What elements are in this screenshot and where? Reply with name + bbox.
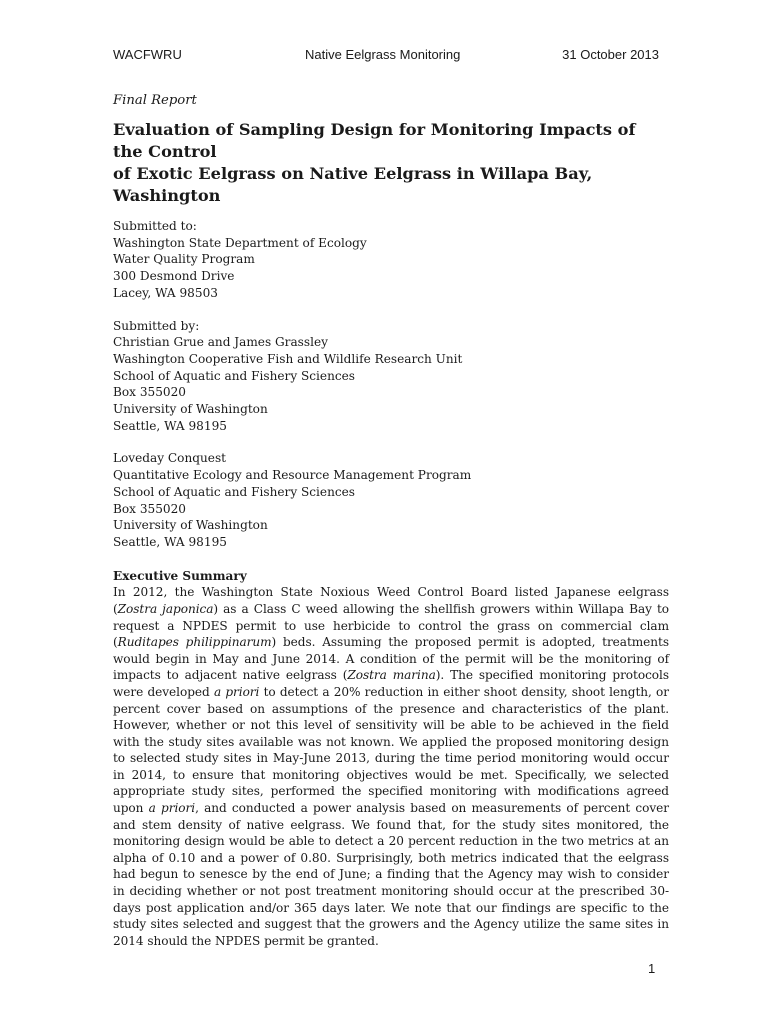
- summary-text-run: to detect a 20% reduction in either shoot density, shoot length, or percent cover based on assumptions of the presence and characteristics of the plant. However, whether or not this level of sensitivity will be able to be achieved in the field with the study sites available was not known. We applied the proposed monitoring design to selected study sites in May-June 2013, during the time period monitoring would occur in 2014, to ensure that monitoring objectives would be met. Specifically, we selected appropriate study sites, performed the specified monitoring with modifications agreed upon: [113, 684, 669, 816]
- executive-summary-heading: Executive Summary: [113, 568, 247, 583]
- summary-text-run: ) beds. Assuming the proposed permit is adopted, treatments would begin in May and June 2014. A condition of the permit will be the monitoring of impacts to adjacent native eelgrass (: [113, 635, 669, 683]
- title-line-1: Evaluation of Sampling Design for Monitoring Impacts of the Control: [113, 120, 636, 161]
- address-line: Loveday Conquest: [113, 451, 227, 466]
- address-line: Seattle, WA 98195: [113, 534, 227, 549]
- executive-summary-text: [113, 584, 669, 949]
- second-author-block: [113, 450, 669, 550]
- address-line: Lacey, WA 98503: [113, 285, 218, 300]
- submitted-to-label: Submitted to:: [113, 219, 197, 233]
- header-org: WACFWRU: [113, 47, 182, 62]
- submitted-by-label: Submitted by:: [113, 318, 200, 333]
- page-header: [113, 47, 659, 65]
- summary-text-run: ). The specified monitoring protocols were developed: [113, 668, 669, 699]
- header-date: 31 October 2013: [562, 47, 659, 62]
- address-line: University of Washington: [113, 518, 268, 533]
- submitted-by-block: [113, 318, 669, 435]
- title-line-2: of Exotic Eelgrass on Native Eelgrass in Willapa Bay, Washington: [113, 164, 593, 205]
- address-line: School of Aquatic and Fishery Sciences: [113, 484, 356, 499]
- address-line: Water Quality Program: [113, 252, 255, 267]
- italic-term: a priori: [148, 801, 196, 816]
- italic-term: Ruditapes philippinarum: [117, 635, 272, 650]
- submitted-to-block: [113, 218, 669, 302]
- italic-term: Zostra marina: [347, 668, 436, 683]
- address-line: School of Aquatic and Fishery Sciences: [113, 368, 356, 383]
- report-type: Final Report: [113, 93, 197, 108]
- address-line: Box 355020: [113, 501, 186, 516]
- address-line: Washington Cooperative Fish and Wildlife Research Unit: [113, 351, 463, 366]
- header-project: Native Eelgrass Monitoring: [305, 47, 461, 62]
- document-body: [113, 92, 669, 949]
- address-line: University of Washington: [113, 402, 268, 417]
- italic-term: Zostra japonica: [117, 601, 214, 616]
- address-line: 300 Desmond Drive: [113, 269, 235, 284]
- address-line: Quantitative Ecology and Resource Management Program: [113, 468, 472, 483]
- address-line: Seattle, WA 98195: [113, 418, 227, 433]
- address-line: Christian Grue and James Grassley: [113, 335, 328, 350]
- summary-text-run: In 2012, the Washington State Noxious Weed Control Board listed Japanese eelgrass (: [113, 585, 669, 616]
- page-number: 1: [648, 961, 656, 976]
- document-title: [113, 119, 669, 207]
- italic-term: a priori: [213, 684, 260, 699]
- address-line: Box 355020: [113, 385, 186, 400]
- summary-text-run: , and conducted a power analysis based on measurements of percent cover and stem density of native eelgrass. We found that, for the study sites monitored, the monitoring design would be able to detect a 20 percent reduction in the two metrics at an alpha of 0.10 and a power of 0.80. Surprisingly, both metrics indicated that the eelgrass had begun to senesce by the end of June; a finding that the Agency may wish to consider in deciding whether or not post treatment monitoring should occur at the prescribed 30-days post application and/or 365 days later. We note that our findings are specific to the study sites selected and suggest that the growers and the Agency utilize the same sites in 2014 should the NPDES permit be granted.: [113, 801, 669, 948]
- address-line: Washington State Department of Ecology: [113, 235, 367, 250]
- summary-text-run: ) as a Class C weed allowing the shellfish growers within Willapa Bay to request a NPDES permit to use herbicide to control the grass on commercial clam (: [113, 601, 669, 650]
